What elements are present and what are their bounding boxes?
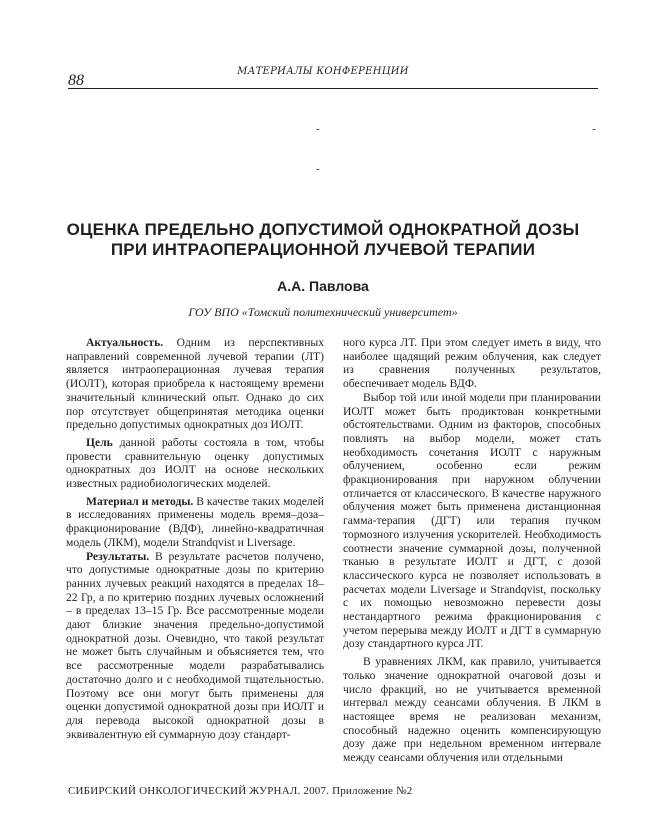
journal-footer: СИБИРСКИЙ ОНКОЛОГИЧЕСКИЙ ЖУРНАЛ. 2007. Приложение №2 (68, 785, 413, 797)
paragraph (66, 550, 324, 742)
article-title (60, 220, 586, 260)
paragraph-text: В качестве таких моделей в исследованиях применены модель время–доза–фракционирование (ВДФ), линейно-квадратичная модель (ЛКМ), модели Strandqvist и Liversage. (66, 494, 324, 549)
title-line: ПРИ ИНТРАОПЕРАЦИОННОЙ ЛУЧЕВОЙ ТЕРАПИИ (110, 240, 536, 259)
paragraph: ного курса ЛТ. При этом следует иметь в виду, что наиболее щадящий режим облучения, как следует из сравнения полученных результатов, обеспечивает модель ВДФ. (343, 336, 601, 391)
title-line: ОЦЕНКА ПРЕДЕЛЬНО ДОПУСТИМОЙ ОДНОКРАТНОЙ ДОЗЫ (66, 220, 580, 239)
dash-mark: - (316, 163, 320, 175)
author-name: А.А. Павлова (277, 278, 369, 294)
affiliation: ГОУ ВПО «Томский политехнический университет» (188, 305, 458, 319)
header-rule (68, 88, 598, 89)
paragraph (66, 495, 324, 550)
dash-mark: - (592, 123, 596, 135)
paragraph-text: В результате расчетов получено, что допустимые однократные дозы по критерию ранних лучевых реакций находятся в пределах 18–22 Гр, а по критерию поздних лучевых осложнений – в пределах 13–15 Гр. Все рассмотренные модели дают близкие значения предельно-допустимой однократной дозы. Очевидно, что такой результат не может быть случайным и объясняется тем, что все рассмотренные модели разрабатывались достаточно долго и с необходимой тщательностью. Поэтому все они могут быть применены для оценки допустимой однократной дозы при ИОЛТ и для перевода высокой однократной дозы в эквивалентную ей суммарную дозу стандарт- (66, 549, 324, 741)
section-label: Материал и методы. (86, 494, 194, 508)
left-column (66, 336, 324, 741)
paragraph (66, 336, 324, 432)
paragraph (66, 436, 324, 491)
page-number: 88 (68, 72, 84, 89)
paragraph: В уравнениях ЛКМ, как правило, учитывается только значение однократной очаговой дозы и число фракций, но не учитывается временной интервал между сеансами облучения. В ЛКМ в настоящее время не реализован механизм, способный надежно оценить компенсирующую дозу даже при недельном временном интервале между сеансами облучения или отдельными (343, 655, 601, 765)
paragraph-text: Одним из перспективных направлений современной лучевой терапии (ЛТ) является интраоперационная лучевая терапия (ИОЛТ), которая приобрела к настоящему времени значительный клинический опыт. Однако до сих пор отсутствует общепринятая методика оценки предельно допустимых однократных доз ИОЛТ. (66, 336, 324, 432)
paragraph: Выбор той или иной модели при планировании ИОЛТ может быть продиктован конкретными обстоятельствами. Одним из факторов, способных повлиять на выбор модели, может стать необходимость сочетания ИОЛТ с наружным облучением, особенно если режим фракционирования при наружном облучении отличается от классического. В качестве наружного облучения может быть применена дистанционная гамма-терапия (ДГТ) или терапия пучком тормозного излучения ускорителей. Необходимость соотнести значение суммарной дозы, полученной тканью в результате ИОЛТ и ДГТ, с дозой классического курса не позволяет использовать в расчетах модели Liversage и Strandqvist, поскольку с их помощью невозможно перевести дозы нестандартного режима фракционирования с учетом перерыва между ИОЛТ и ДГТ в суммарную дозу стандартного курса ЛТ. (343, 390, 601, 651)
right-column (343, 336, 601, 765)
section-label: Актуальность. (86, 336, 164, 349)
paragraph-text: данной работы состояла в том, чтобы провести сравнительную оценку допустимых однократных доз ИОЛТ на основе нескольких известных радиобиологических моделей. (66, 435, 324, 491)
section-label: Результаты. (86, 549, 150, 563)
section-label: Цель (86, 435, 113, 449)
running-header: МАТЕРИАЛЫ КОНФЕРЕНЦИИ (237, 66, 409, 77)
dash-mark: - (316, 123, 320, 135)
